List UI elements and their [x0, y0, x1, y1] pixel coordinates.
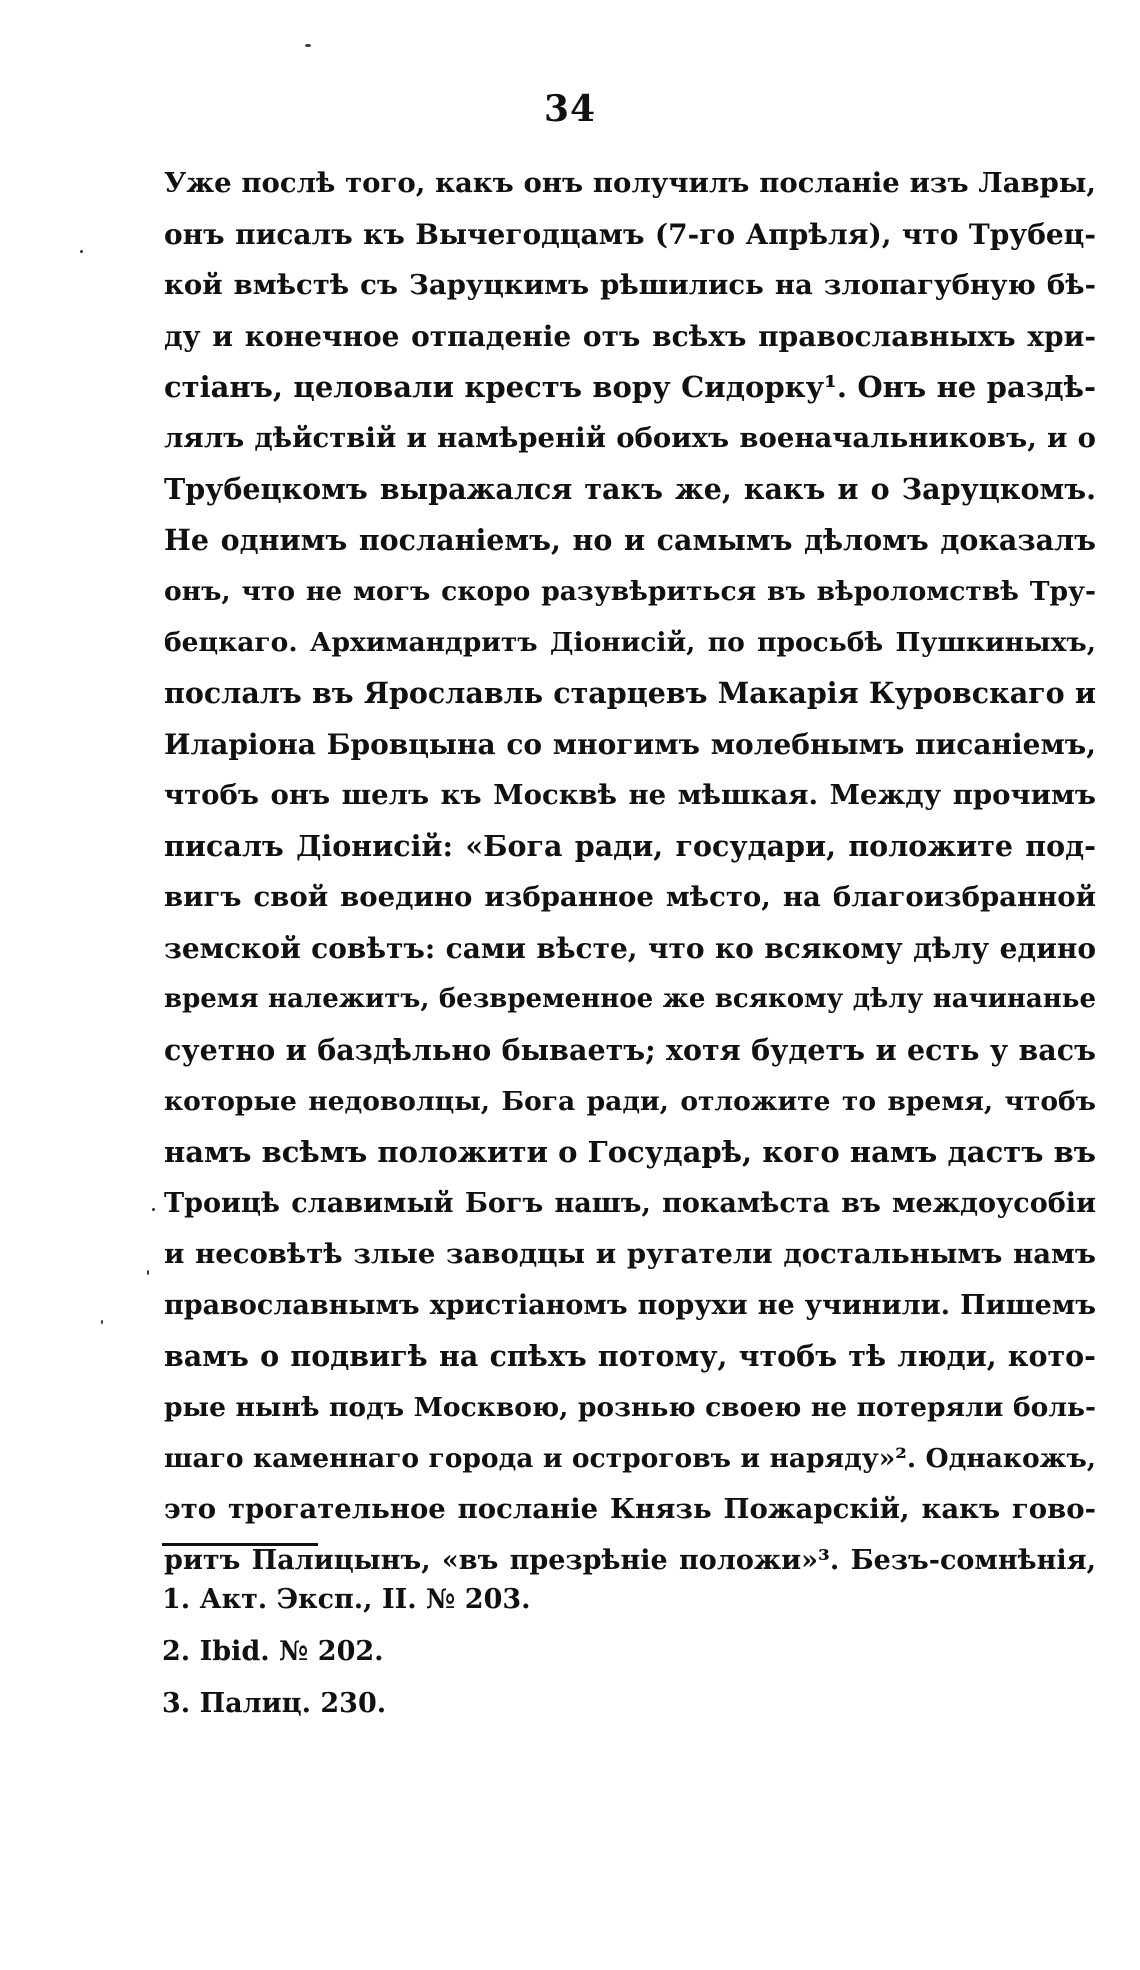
- footnote: 2. Ibid. № 202.: [162, 1636, 384, 1667]
- text-line: стіанъ, целовали крестъ вору Сидорку¹. Онъ не раздѣ-: [164, 370, 1096, 404]
- body-text: [164, 158, 1096, 1586]
- text-line: это трогательное посланіе Князь Пожарскій, какъ гово-: [164, 1493, 1096, 1525]
- text-line: Не однимъ посланіемъ, но и самымъ дѣломъ доказалъ: [164, 523, 1096, 557]
- text-line: онъ писалъ къ Вычегодцамъ (7-го Апрѣля), что Трубец-: [164, 218, 1096, 251]
- text-line: время належитъ, безвременное же всякому дѣлу начинанье: [164, 984, 1096, 1014]
- text-line: чтобъ онъ шелъ къ Москвѣ не мѣшкая. Между прочимъ: [164, 779, 1096, 811]
- text-line: ду и конечное отпаденіе отъ всѣхъ православныхъ хри-: [164, 320, 1096, 353]
- text-line: рые нынѣ подъ Москвою, рознью своею не потеряли боль-: [164, 1392, 1096, 1423]
- scan-speck: [305, 44, 311, 47]
- text-line: намъ всѣмъ положити о Государѣ, кого намъ дастъ въ: [164, 1135, 1096, 1169]
- text-line: Уже послѣ того, какъ онъ получилъ посланіе изъ Лавры,: [164, 167, 1096, 199]
- footnote: 1. Акт. Эксп., II. № 203.: [162, 1584, 531, 1615]
- text-line: Иларіона Бровцына со многимъ молебнымъ писаніемъ,: [164, 728, 1096, 761]
- text-line: Троицѣ славимый Богъ нашъ, покамѣста въ междоусобіи: [164, 1188, 1096, 1219]
- text-line: кой вмѣстѣ съ Заруцкимъ рѣшились на злопагубную бѣ-: [164, 269, 1096, 301]
- text-line: лялъ дѣйствій и намѣреній обоихъ военачальниковъ, и о: [164, 422, 1096, 454]
- scan-speck: [152, 1208, 155, 1211]
- text-line: православнымъ христіаномъ порухи не учинили. Пишемъ: [164, 1290, 1096, 1321]
- text-line: шаго каменнаго города и остроговъ и наряду»². Однакожъ,: [164, 1443, 1096, 1474]
- text-line: онъ, что не могъ скоро разувѣриться въ вѣроломствѣ Тру-: [164, 576, 1096, 607]
- text-line: суетно и баздѣльно бываетъ; хотя будетъ и есть у васъ: [164, 1033, 1096, 1067]
- scan-speck: [80, 250, 83, 253]
- text-line: вигъ свой воедино избранное мѣсто, на благоизбранной: [164, 881, 1096, 913]
- text-line: бецкаго. Архимандритъ Діонисій, по просьбѣ Пушкиныхъ,: [164, 627, 1096, 658]
- text-line: писалъ Діонисій: «Бога ради, государи, положите под-: [164, 829, 1096, 863]
- footnote: 3. Палиц. 230.: [162, 1688, 387, 1719]
- scan-speck: [101, 1320, 103, 1324]
- text-line: земской совѣтъ: сами вѣсте, что ко всякому дѣлу едино: [164, 932, 1096, 965]
- scan-speck: [147, 1270, 149, 1275]
- text-line: и несовѣтѣ злые заводцы и ругатели достальнымъ намъ: [164, 1238, 1096, 1270]
- footnotes: [162, 1574, 762, 1730]
- text-line: вамъ о подвигѣ на спѣхъ потому, чтобъ тѣ люди, кото-: [164, 1339, 1096, 1373]
- text-line: которые недоволцы, Бога ради, отложите то время, чтобъ: [164, 1086, 1096, 1117]
- text-line: Трубецкомъ выражался такъ же, какъ и о Заруцкомъ.: [164, 472, 1096, 506]
- text-line: послалъ въ Ярославль старцевъ Макарія Куровскаго и: [164, 676, 1096, 710]
- footnote-divider: [162, 1543, 318, 1546]
- text-line: ритъ Палицынъ, «въ презрѣніе положи»³. Безъ-сомнѣнія,: [164, 1545, 1096, 1576]
- page-number: 34: [543, 88, 597, 130]
